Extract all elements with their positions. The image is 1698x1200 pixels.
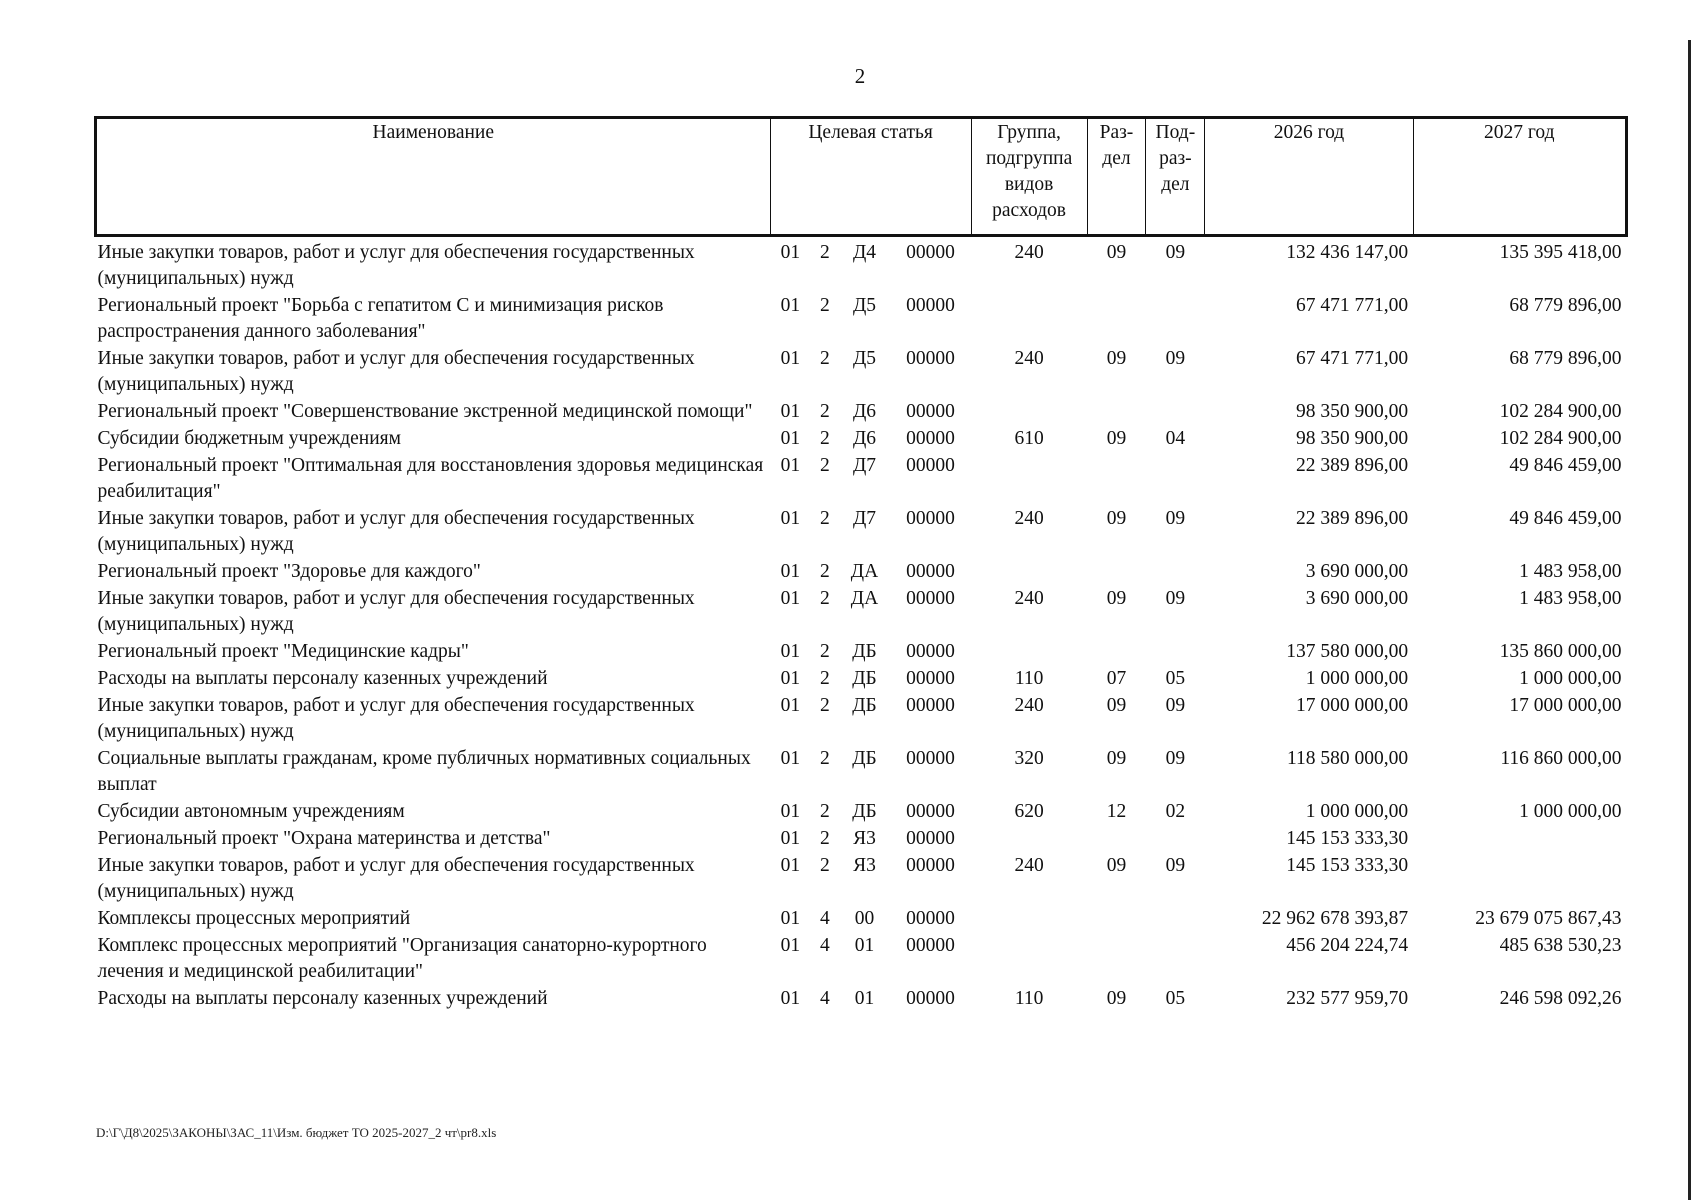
row-amount-2027: 485 638 530,23 [1499,935,1622,956]
row-razdel: 09 [1106,855,1127,876]
row-name: Иные закупки товаров, работ и услуг для обеспечения государственных (муниципальных) нужд [97,508,695,555]
row-name: Иные закупки товаров, работ и услуг для обеспечения государственных (муниципальных) нужд [97,855,695,902]
row-target-program: 01 [780,401,801,422]
table-row [96,293,1627,346]
row-target-program: 01 [780,695,801,716]
row-amount-2026: 118 580 000,00 [1286,748,1409,769]
row-amount-2027: 246 598 092,26 [1499,988,1622,1009]
row-target-direction: 00000 [906,508,955,529]
row-amount-2027: 68 779 896,00 [1509,348,1622,369]
row-target-program: 01 [780,908,801,929]
row-podrazdel: 05 [1165,668,1186,689]
row-target-project: ДБ [852,748,877,769]
row-expense-group: 110 [1014,668,1044,689]
row-target-program: 01 [780,508,801,529]
row-name: Региональный проект "Борьба с гепатитом С и минимизация рисков распространения данного заболевания" [97,295,664,342]
row-target-subprogram: 2 [820,695,830,716]
header-razdel: Раз- дел [1087,118,1146,236]
row-target-project: 01 [854,935,875,956]
row-target-project: Д7 [852,508,877,529]
row-target-program: 01 [780,935,801,956]
row-target-subprogram: 2 [820,242,830,263]
row-amount-2027: 1 483 958,00 [1519,561,1622,582]
row-target-direction: 00000 [906,295,955,316]
header-year-2026: 2026 год [1205,118,1413,236]
header-target-article: Целевая статья [770,118,971,236]
table-row [96,986,1627,1013]
row-name: Региональный проект "Совершенствование экстренной медицинской помощи" [97,401,753,422]
row-target-subprogram: 2 [820,401,830,422]
row-name: Комплексы процессных мероприятий [97,908,411,929]
row-expense-group [971,639,1087,666]
row-target-subprogram: 4 [820,935,830,956]
row-amount-2027: 68 779 896,00 [1509,295,1622,316]
row-expense-group: 240 [1014,855,1044,876]
row-target-subprogram: 2 [820,748,830,769]
row-target-direction: 00000 [906,908,955,929]
row-target-subprogram: 2 [820,855,830,876]
row-amount-2027: 116 860 000,00 [1500,748,1622,769]
row-amount-2027 [1413,826,1626,853]
table-row [96,639,1627,666]
header-name: Наименование [96,118,771,236]
row-amount-2027: 102 284 900,00 [1499,401,1622,422]
table-row [96,693,1627,746]
row-name: Иные закупки товаров, работ и услуг для обеспечения государственных (муниципальных) нужд [97,348,695,395]
row-target-program: 01 [780,668,801,689]
row-podrazdel [1146,906,1205,933]
row-expense-group: 320 [1014,748,1044,769]
table-row [96,933,1627,986]
row-expense-group: 110 [1014,988,1044,1009]
row-name: Субсидии бюджетным учреждениям [97,428,401,449]
row-podrazdel: 09 [1165,748,1186,769]
row-target-program: 01 [780,428,801,449]
row-target-direction: 00000 [906,668,955,689]
row-amount-2027: 17 000 000,00 [1509,695,1622,716]
row-amount-2026: 22 389 896,00 [1295,508,1409,529]
table-body [96,236,1627,1014]
row-target-project: Я3 [853,828,876,849]
row-target-program: 01 [780,455,801,476]
row-name: Региональный проект "Медицинские кадры" [97,641,469,662]
header-expense-group: Группа, подгруппа видов расходов [971,118,1087,236]
row-amount-2027: 1 483 958,00 [1519,588,1622,609]
row-target-subprogram: 2 [820,508,830,529]
row-expense-group [971,906,1087,933]
row-target-direction: 00000 [906,348,955,369]
row-podrazdel [1146,933,1205,986]
row-razdel: 09 [1106,242,1127,263]
row-razdel: 07 [1106,668,1127,689]
row-amount-2026: 1 000 000,00 [1305,801,1409,822]
row-expense-group: 240 [1014,588,1044,609]
row-amount-2026: 145 153 333,30 [1286,855,1409,876]
row-target-project: ДА [850,561,879,582]
row-target-direction: 00000 [906,695,955,716]
row-razdel: 09 [1106,588,1127,609]
row-name: Иные закупки товаров, работ и услуг для обеспечения государственных (муниципальных) нужд [97,588,695,635]
row-amount-2027: 1 000 000,00 [1519,801,1622,822]
row-target-direction: 00000 [906,455,955,476]
row-name: Региональный проект "Охрана материнства и детства" [97,828,551,849]
row-podrazdel: 09 [1165,242,1186,263]
row-amount-2026: 17 000 000,00 [1295,695,1409,716]
table-row [96,826,1627,853]
row-name: Иные закупки товаров, работ и услуг для обеспечения государственных (муниципальных) нужд [97,695,695,742]
row-target-direction: 00000 [906,428,955,449]
row-target-direction: 00000 [906,401,955,422]
row-target-project: Д5 [852,295,877,316]
row-target-subprogram: 2 [820,801,830,822]
table-row [96,666,1627,693]
row-target-direction: 00000 [906,641,955,662]
row-podrazdel [1146,293,1205,346]
row-target-subprogram: 4 [820,988,830,1009]
row-name: Социальные выплаты гражданам, кроме публичных нормативных социальных выплат [97,748,751,795]
row-name: Субсидии автономным учреждениям [97,801,405,822]
row-expense-group [971,293,1087,346]
row-expense-group [971,933,1087,986]
row-razdel [1087,826,1146,853]
row-target-direction: 00000 [906,242,955,263]
row-target-subprogram: 2 [820,295,830,316]
row-target-subprogram: 2 [820,588,830,609]
row-razdel [1087,639,1146,666]
row-target-project: Д4 [852,242,877,263]
row-amount-2027 [1413,853,1626,906]
row-amount-2026: 22 962 678 393,87 [1261,908,1409,929]
row-name: Региональный проект "Оптимальная для восстановления здоровья медицинская реабилитация" [97,455,764,502]
row-target-program: 01 [780,828,801,849]
row-target-direction: 00000 [906,588,955,609]
row-target-subprogram: 2 [820,828,830,849]
row-expense-group: 620 [1014,801,1044,822]
row-razdel [1087,559,1146,586]
row-podrazdel: 04 [1165,428,1186,449]
row-target-direction: 00000 [906,801,955,822]
row-razdel [1087,933,1146,986]
row-target-direction: 00000 [906,828,955,849]
row-expense-group: 610 [1014,428,1044,449]
row-target-direction: 00000 [906,935,955,956]
row-expense-group: 240 [1014,348,1044,369]
row-amount-2027: 102 284 900,00 [1499,428,1622,449]
row-target-project: 00 [854,908,875,929]
row-amount-2027: 135 860 000,00 [1499,641,1622,662]
footer-file-path: D:\Г\Д8\2025\ЗАКОНЫ\ЗАС_11\Изм. бюджет ТО 2025-2027_2 чт\pr8.xls [96,1125,497,1140]
row-podrazdel: 05 [1165,988,1186,1009]
page-edge-line [1688,40,1691,1200]
row-target-project: Д6 [852,401,877,422]
row-target-subprogram: 2 [820,455,830,476]
row-razdel: 09 [1106,348,1127,369]
row-expense-group: 240 [1014,695,1044,716]
table-row [96,236,1627,294]
row-amount-2026: 137 580 000,00 [1286,641,1409,662]
row-podrazdel [1146,639,1205,666]
row-target-subprogram: 2 [820,641,830,662]
row-target-project: Д7 [852,455,877,476]
row-podrazdel [1146,399,1205,426]
row-expense-group: 240 [1014,242,1044,263]
row-target-subprogram: 4 [820,908,830,929]
row-amount-2026: 98 350 900,00 [1295,428,1409,449]
row-target-project: ДБ [852,801,877,822]
row-name: Иные закупки товаров, работ и услуг для обеспечения государственных (муниципальных) нужд [97,242,695,289]
table-row [96,586,1627,639]
row-target-project: Я3 [853,855,876,876]
row-razdel: 12 [1106,801,1127,822]
row-target-subprogram: 2 [820,668,830,689]
row-name: Расходы на выплаты персоналу казенных учреждений [97,988,548,1009]
row-amount-2027: 49 846 459,00 [1509,508,1622,529]
row-target-project: Д6 [852,428,877,449]
row-amount-2026: 67 471 771,00 [1295,348,1409,369]
row-razdel: 09 [1106,988,1127,1009]
table-row [96,399,1627,426]
row-expense-group: 240 [1014,508,1044,529]
row-podrazdel: 09 [1165,855,1186,876]
row-target-program: 01 [780,801,801,822]
row-razdel: 09 [1106,748,1127,769]
row-amount-2026: 232 577 959,70 [1286,988,1409,1009]
row-target-project: ДБ [852,641,877,662]
row-target-direction: 00000 [906,748,955,769]
row-expense-group [971,559,1087,586]
row-amount-2027: 1 000 000,00 [1519,668,1622,689]
row-target-program: 01 [780,242,801,263]
table-row [96,799,1627,826]
row-target-subprogram: 2 [820,561,830,582]
row-amount-2027: 49 846 459,00 [1509,455,1622,476]
row-podrazdel: 09 [1165,588,1186,609]
budget-table [94,116,1628,1013]
row-amount-2026: 1 000 000,00 [1305,668,1409,689]
row-target-project: 01 [854,988,875,1009]
row-target-direction: 00000 [906,561,955,582]
row-target-direction: 00000 [906,988,955,1009]
row-name: Расходы на выплаты персоналу казенных учреждений [97,668,548,689]
row-amount-2026: 456 204 224,74 [1286,935,1409,956]
table-row [96,853,1627,906]
row-podrazdel [1146,453,1205,506]
row-target-project: ДА [850,588,879,609]
row-amount-2026: 145 153 333,30 [1286,828,1409,849]
row-podrazdel: 02 [1165,801,1186,822]
row-expense-group [971,399,1087,426]
row-target-program: 01 [780,641,801,662]
row-razdel [1087,906,1146,933]
row-target-program: 01 [780,855,801,876]
table-row [96,506,1627,559]
row-target-program: 01 [780,295,801,316]
row-target-program: 01 [780,561,801,582]
row-podrazdel [1146,559,1205,586]
table-row [96,746,1627,799]
row-target-project: ДБ [852,668,877,689]
row-amount-2026: 3 690 000,00 [1305,588,1409,609]
row-name: Региональный проект "Здоровье для каждого" [97,561,481,582]
row-amount-2026: 132 436 147,00 [1286,242,1409,263]
row-expense-group [971,453,1087,506]
row-razdel [1087,399,1146,426]
header-podrazdel: Под- раз- дел [1146,118,1205,236]
table-row [96,559,1627,586]
row-target-program: 01 [780,988,801,1009]
row-amount-2027: 23 679 075 867,43 [1475,908,1622,929]
row-target-project: ДБ [852,695,877,716]
row-razdel: 09 [1106,428,1127,449]
row-target-subprogram: 2 [820,428,830,449]
row-podrazdel [1146,826,1205,853]
table-row [96,346,1627,399]
row-target-program: 01 [780,588,801,609]
row-razdel [1087,453,1146,506]
row-amount-2026: 3 690 000,00 [1305,561,1409,582]
row-target-subprogram: 2 [820,348,830,369]
row-razdel [1087,293,1146,346]
row-podrazdel: 09 [1165,348,1186,369]
row-amount-2026: 22 389 896,00 [1295,455,1409,476]
table-row [96,453,1627,506]
row-podrazdel: 09 [1165,695,1186,716]
row-amount-2026: 98 350 900,00 [1295,401,1409,422]
row-razdel: 09 [1106,695,1127,716]
page-number: 2 [854,64,866,88]
row-target-direction: 00000 [906,855,955,876]
table-header [96,118,1627,236]
table-row [96,906,1627,933]
row-podrazdel: 09 [1165,508,1186,529]
header-year-2027: 2027 год [1413,118,1626,236]
row-expense-group [971,826,1087,853]
row-target-program: 01 [780,348,801,369]
row-name: Комплекс процессных мероприятий "Организация санаторно-курортного лечения и медицинской реабилитации" [97,935,707,982]
row-amount-2026: 67 471 771,00 [1295,295,1409,316]
table-row [96,426,1627,453]
row-target-project: Д5 [852,348,877,369]
row-amount-2027: 135 395 418,00 [1499,242,1622,263]
row-razdel: 09 [1106,508,1127,529]
row-target-program: 01 [780,748,801,769]
